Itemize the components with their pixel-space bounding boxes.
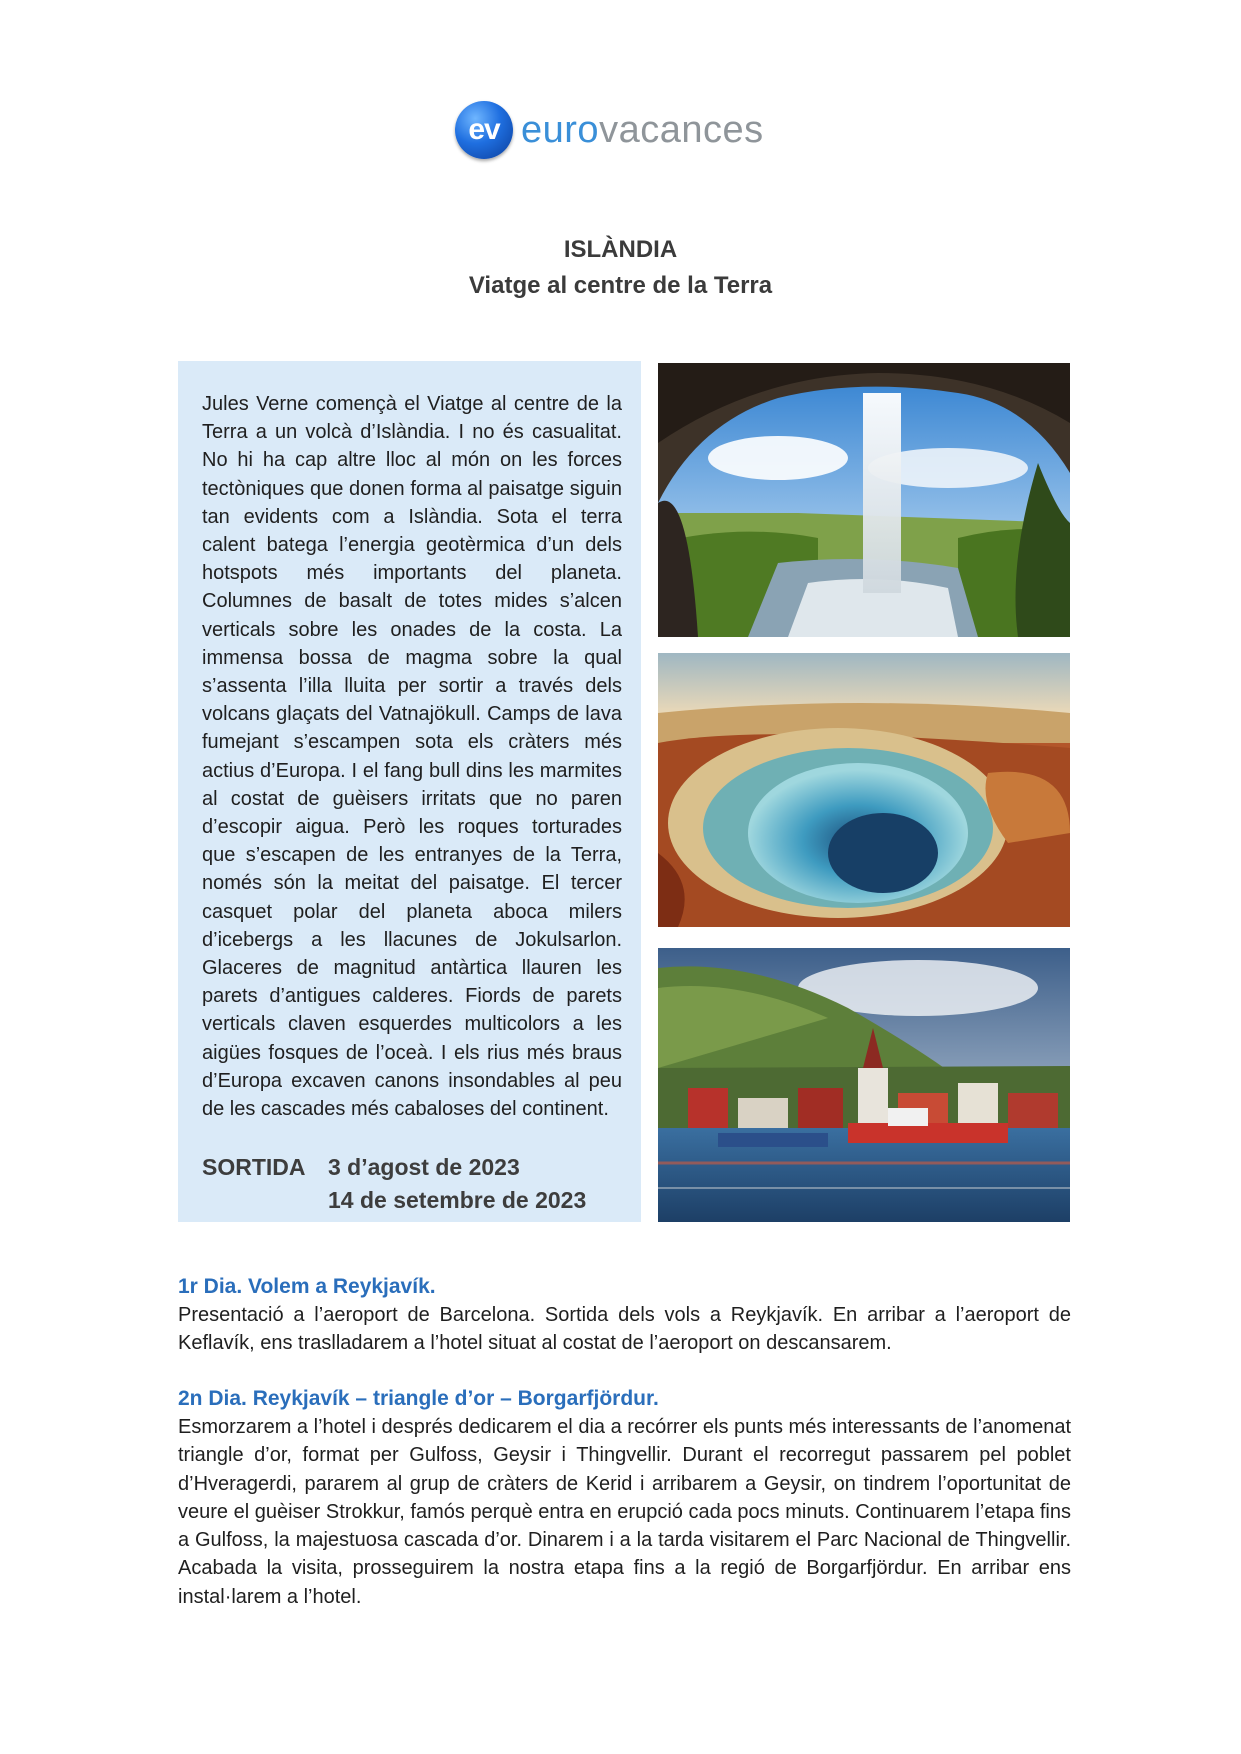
departure-date-1: 3 d’agost de 2023	[328, 1154, 520, 1180]
day-2-text: Esmorzarem a l’hotel i després dedicarem el dia a recórrer els punts més interessants de l’anomenat triangle d’or, format per Gulfoss, Geysir i Thingvellir. Durant el recorregut passarem pel poblet d’Hveragerdi, pararem al grup de cràters de Kerid i arribarem a Geysir, on tindrem l’oportunitat de veure el guèiser Strokkur, famós perquè entra en erupció cada pocs minuts. Continuarem l’etapa fins a Gulfoss, la majestuosa cascada d’or. Dinarem i a la tarda visitarem el Parc Nacional de Thingvellir. Acabada la visita, prosseguirem la nostra etapa fins a la regió de Borgarfjördur. En arribar ens instal·larem a l’hotel.	[178, 1416, 1071, 1608]
geothermal-pool-photo	[658, 653, 1070, 927]
day-1-heading: 1r Dia. Volem a Reykjavík.	[178, 1275, 436, 1298]
logo-badge: ev	[455, 101, 513, 159]
day-2-heading: 2n Dia. Reykjavík – triangle d’or – Borgarfjördur.	[178, 1387, 659, 1410]
harbour-town-photo	[658, 948, 1070, 1222]
brand-logo	[455, 98, 764, 162]
logo-word-part1: euro	[521, 108, 600, 151]
day-1-text: Presentació a l’aeroport de Barcelona. Sortida dels vols a Reykjavík. En arribar a l’aeroport de Keflavík, ens traslladarem a l’hotel situat al costat de l’aeroport on descansarem.	[178, 1304, 1071, 1355]
departure-date-2: 14 de setembre de 2023	[328, 1187, 587, 1213]
intro-paragraph: Jules Verne començà el Viatge al centre de la Terra a un volcà d’Islàndia. I no és casualitat. No hi ha cap altre lloc al món on les forces tectòniques que donen forma al paisatge siguin tan evidents com a Islàndia. Sota el terra calent batega l’energia geotèrmica d’un dels hotspots més importants del planeta. Columnes de basalt de totes mides s’alcen verticals sobre les onades de la costa. La immensa bossa de magma sobre la qual s’assenta l’illa lluita per sortir a través dels volcans glaçats del Vatnajökull. Camps de lava fumejant s’escampen sota els cràters més actius d’Europa. I el fang bull dins les marmites al costat de guèisers irritats que no paren d’escopir aigua. Però les roques torturades que s’escapen de les entranyes de la Terra, només són la meitat del paisatge. El tercer casquet polar del planeta aboca milers d’icebergs a les llacunes de Jokulsarlon. Glaceres de magnitud antàrtica llauren les parets d’antigues calderes. Fiords de parets verticals claven esquerdes multicolors a les aigües fosques de l’oceà. I els rius més braus d’Europa excaven canons insondables al peu de les cascades més cabaloses del continent.	[202, 393, 622, 1121]
departure-label: SORTIDA	[202, 1154, 306, 1180]
page-title: ISLÀNDIA	[563, 236, 678, 263]
page-subtitle: Viatge al centre de la Terra	[468, 272, 773, 299]
waterfall-cave-photo	[658, 363, 1070, 637]
logo-wordmark	[521, 109, 764, 152]
logo-word-part2: vacances	[599, 108, 764, 151]
